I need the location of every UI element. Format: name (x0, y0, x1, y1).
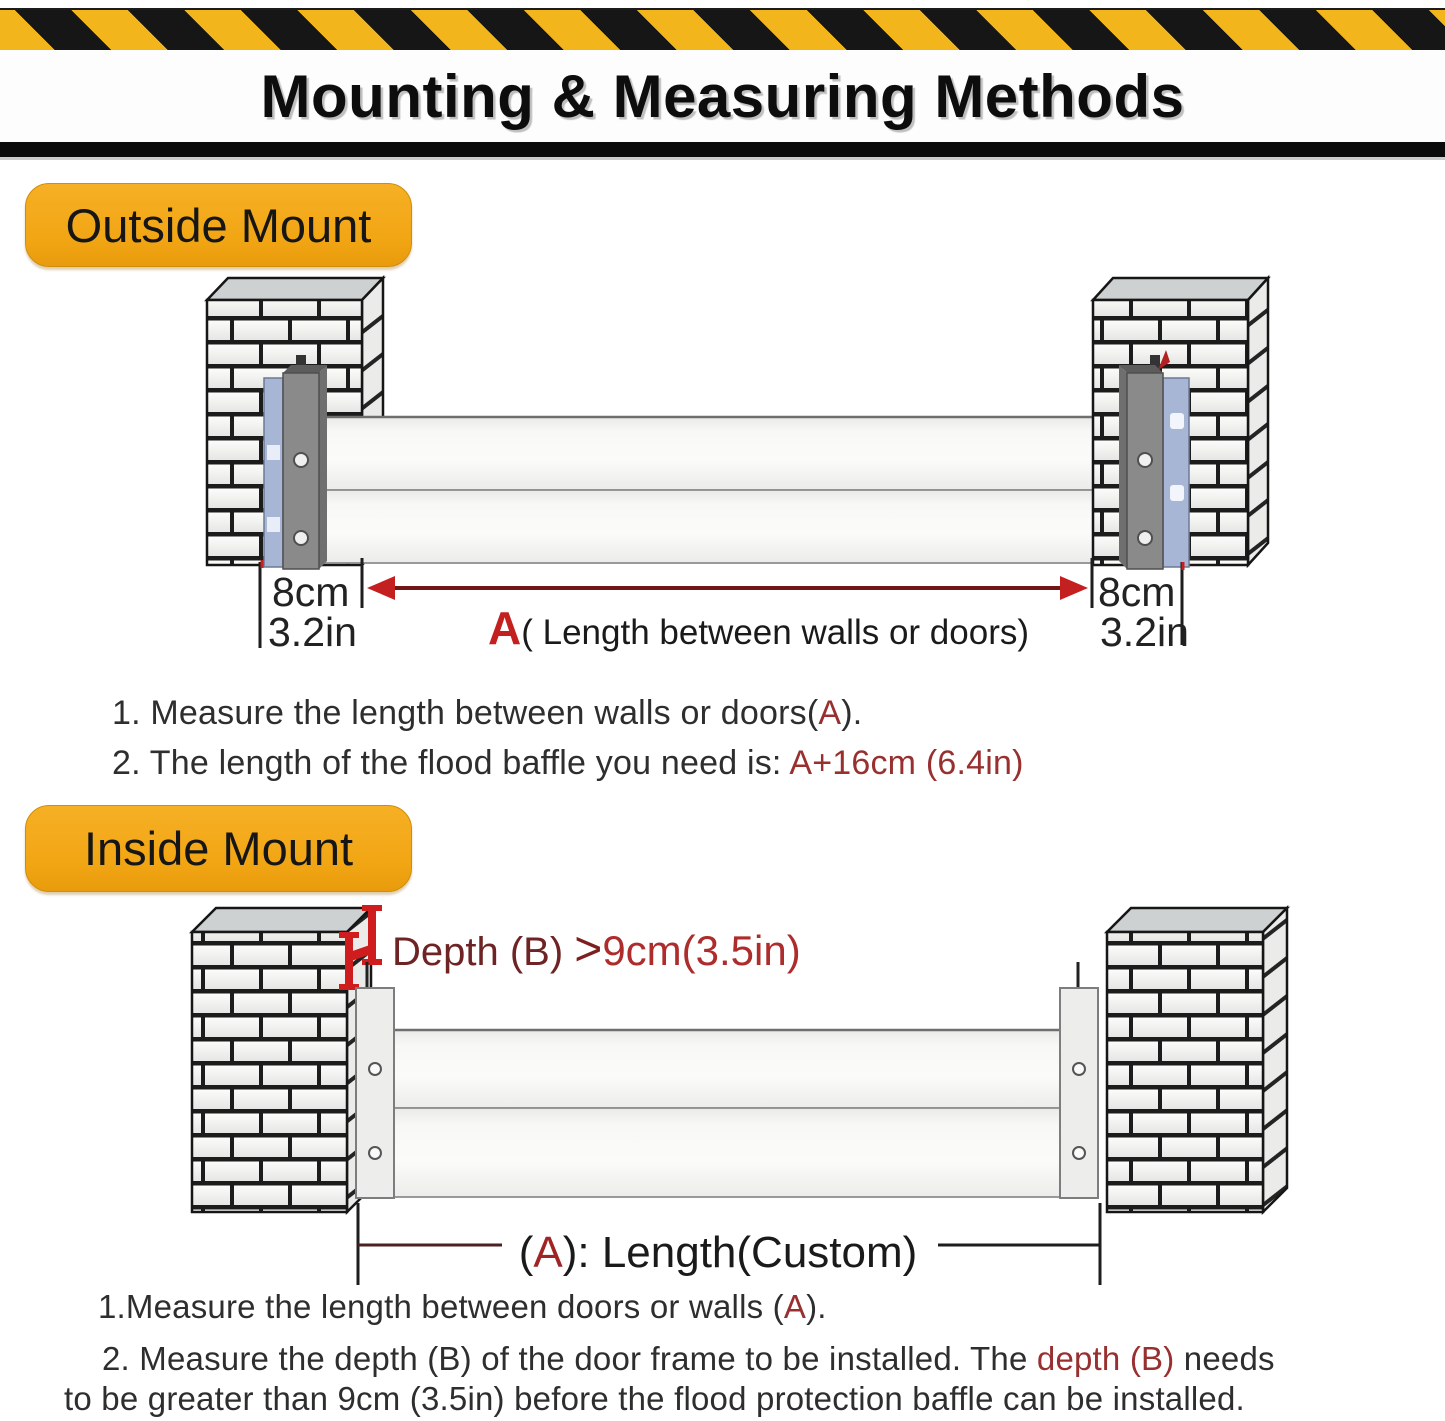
length-label: (A): Length(Custom) (518, 1228, 918, 1277)
flood-barrier (319, 417, 1133, 563)
dim-left-cm: 8cm (272, 569, 350, 615)
seal-strip-left (264, 378, 283, 567)
hazard-stripe-banner (0, 8, 1445, 52)
dim-left-in: 3.2in (268, 609, 357, 655)
page-title: Mounting & Measuring Methods (260, 62, 1185, 130)
dim-right-cm: 8cm (1098, 569, 1176, 615)
screw-hole (1073, 1063, 1085, 1075)
screw-hole (1073, 1147, 1085, 1159)
mounting-channel-right (1119, 365, 1163, 569)
length-dimension (358, 1203, 1100, 1285)
span-label: A( Length between walls or doors) (488, 602, 1030, 654)
screw-hole (1138, 531, 1152, 545)
depth-label: Depth (B) >9cm(3.5in) (392, 923, 801, 976)
inside-mount-diagram (0, 895, 1445, 1295)
screw-hole (294, 453, 308, 467)
seal-strip-right (1163, 378, 1189, 567)
mounting-channel-left (356, 962, 394, 1198)
mounting-channel-left (283, 365, 327, 569)
top-margin (0, 0, 1445, 8)
outside-step-1: 1. Measure the length between walls or doors(A). (112, 694, 863, 732)
inside-step-2-line1: 2. Measure the depth (B) of the door frame to be installed. The depth (B) needs (102, 1340, 1275, 1377)
span-arrow (367, 576, 1088, 600)
screw-hole (369, 1147, 381, 1159)
outside-step-2: 2. The length of the flood baffle you need is: A+16cm (6.4in) (112, 744, 1024, 782)
outside-mount-diagram (0, 270, 1445, 665)
mounting-channel-right (1060, 962, 1098, 1198)
dim-right-in: 3.2in (1100, 609, 1189, 655)
inside-step-1: 1.Measure the length between doors or walls (A). (98, 1288, 827, 1325)
screw-hole (1138, 453, 1152, 467)
inside-step-2-line2: to be greater than 9cm (3.5in) before the flood protection baffle can be installed. (64, 1380, 1245, 1417)
dimension-marks (260, 558, 1189, 655)
flood-barrier (394, 1030, 1060, 1197)
screw-hole (369, 1063, 381, 1075)
left-wall (192, 908, 371, 1212)
right-wall (1107, 908, 1287, 1212)
inside-mount-label: Inside Mount (25, 805, 412, 892)
outside-mount-label: Outside Mount (25, 183, 412, 267)
header-divider-bar (0, 142, 1445, 160)
screw-hole (294, 531, 308, 545)
title-band (0, 50, 1445, 142)
